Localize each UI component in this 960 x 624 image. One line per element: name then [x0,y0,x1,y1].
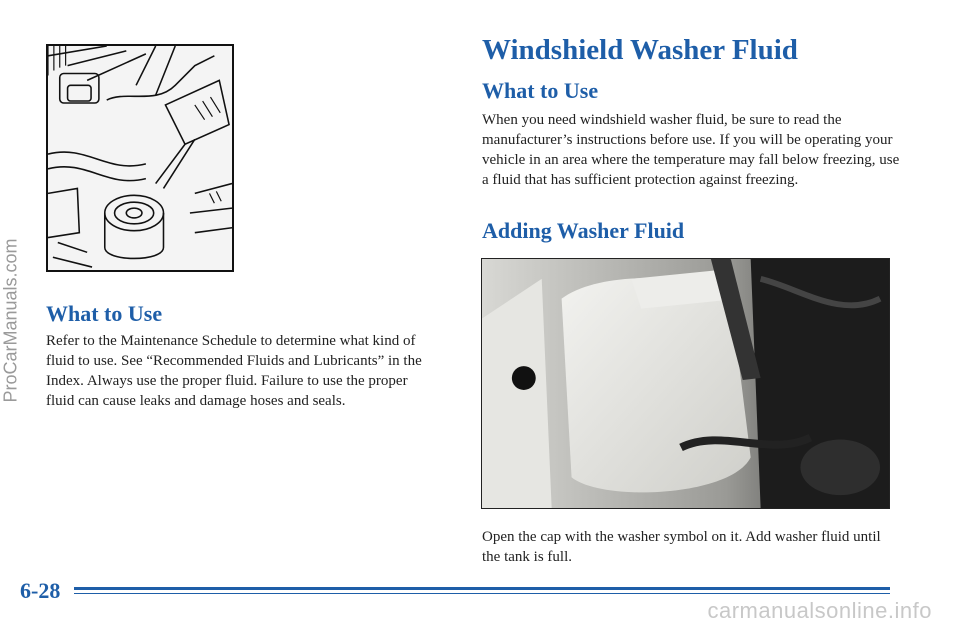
page-title: Windshield Washer Fluid [482,34,798,66]
fluid-fill-illustration [46,44,234,272]
footer-rule-thick [74,587,890,590]
washer-reservoir-photo [481,258,890,509]
side-watermark-text: ProCarManuals.com [0,237,21,403]
adding-washer-fluid-paragraph: Open the cap with the washer symbol on it. Add washer fluid until the tank is full. [482,529,881,565]
left-section-paragraph: Refer to the Maintenance Schedule to determine what kind of fluid to use. See “Recommended Fluids and Lubricants” in the Index. Always use the proper fluid. Failure to use the proper fluid can cause leaks and damage hoses and seals. [46,333,422,409]
footer-rule-thin [74,593,890,594]
washer-reservoir-image [482,259,889,508]
washer-what-to-use-paragraph: When you need windshield washer fluid, be sure to read the manufacturer’s instructions before use. If you will be operating your vehicle in an area where the temperature may fall below freezing, use a fluid that has sufficient protection against freezing. [482,112,900,188]
left-section-heading: What to Use [46,301,163,326]
adding-washer-fluid-heading: Adding Washer Fluid [482,218,685,243]
bottom-watermark: carmanualsonline.info [707,598,932,623]
footer-rule [74,587,890,597]
washer-what-to-use-heading: What to Use [482,78,599,103]
engine-fill-drawing [48,46,232,270]
side-watermark [0,200,26,440]
page-number: 6-28 [20,578,61,603]
